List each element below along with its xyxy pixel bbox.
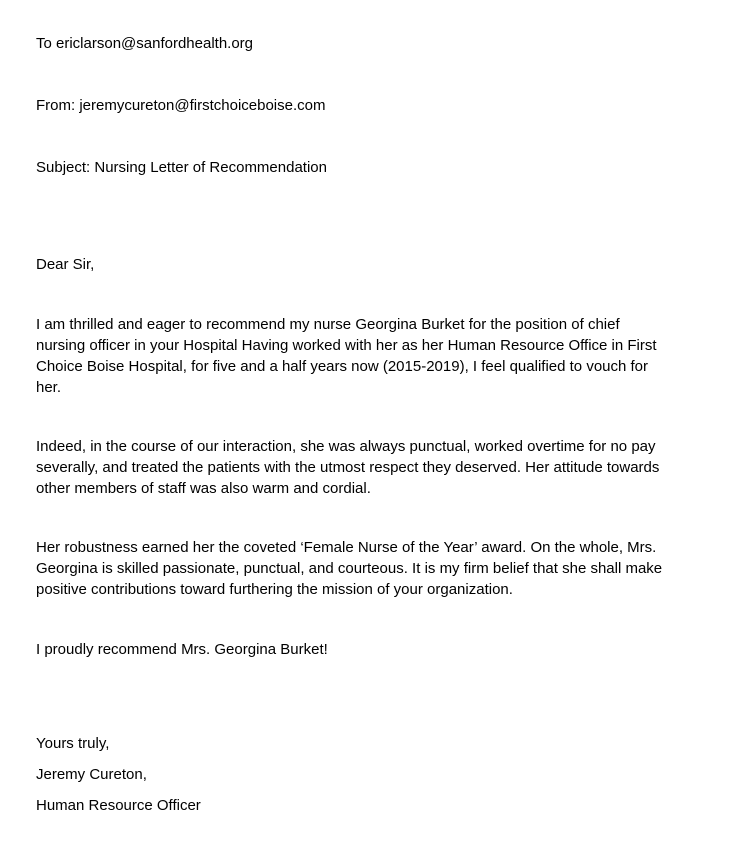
paragraph-2 xyxy=(36,436,696,499)
paragraph-line: her. xyxy=(36,379,62,396)
paragraph-line: I am thrilled and eager to recommend my nurse Georgina Burket for the position of chief xyxy=(36,316,620,333)
paragraph-3 xyxy=(36,537,696,600)
paragraph-line: Her robustness earned her the coveted ‘Female Nurse of the Year’ award. On the whole, Mrs. xyxy=(36,539,657,556)
from-line: From: jeremycureton@firstchoiceboise.com xyxy=(36,97,326,114)
signer-title: Human Resource Officer xyxy=(36,797,201,814)
paragraph-4 xyxy=(36,639,696,660)
paragraph-1 xyxy=(36,314,696,398)
paragraph-line: nursing officer in your Hospital Having worked with her as her Human Resource Office in First xyxy=(36,337,657,354)
paragraph-line: Indeed, in the course of our interaction, she was always punctual, worked overtime for no pay xyxy=(36,438,656,455)
paragraph-line: severally, and treated the patients with the utmost respect they deserved. Her attitude towards xyxy=(36,459,660,476)
subject-line: Subject: Nursing Letter of Recommendation xyxy=(36,159,327,176)
paragraph-line: Georgina is skilled passionate, punctual, and courteous. It is my firm belief that she shall make xyxy=(36,560,663,577)
valediction: Yours truly, xyxy=(36,735,110,752)
paragraph-line: positive contributions toward furthering the mission of your organization. xyxy=(36,581,513,598)
paragraph-line: Choice Boise Hospital, for five and a half years now (2015-2019), I feel qualified to vouch for xyxy=(36,358,649,375)
to-line: To ericlarson@sanfordhealth.org xyxy=(36,35,254,52)
signer-name: Jeremy Cureton, xyxy=(36,766,147,783)
salutation: Dear Sir, xyxy=(36,256,95,273)
paragraph-line: I proudly recommend Mrs. Georgina Burket! xyxy=(36,641,328,658)
paragraph-line: other members of staff was also warm and cordial. xyxy=(36,480,371,497)
